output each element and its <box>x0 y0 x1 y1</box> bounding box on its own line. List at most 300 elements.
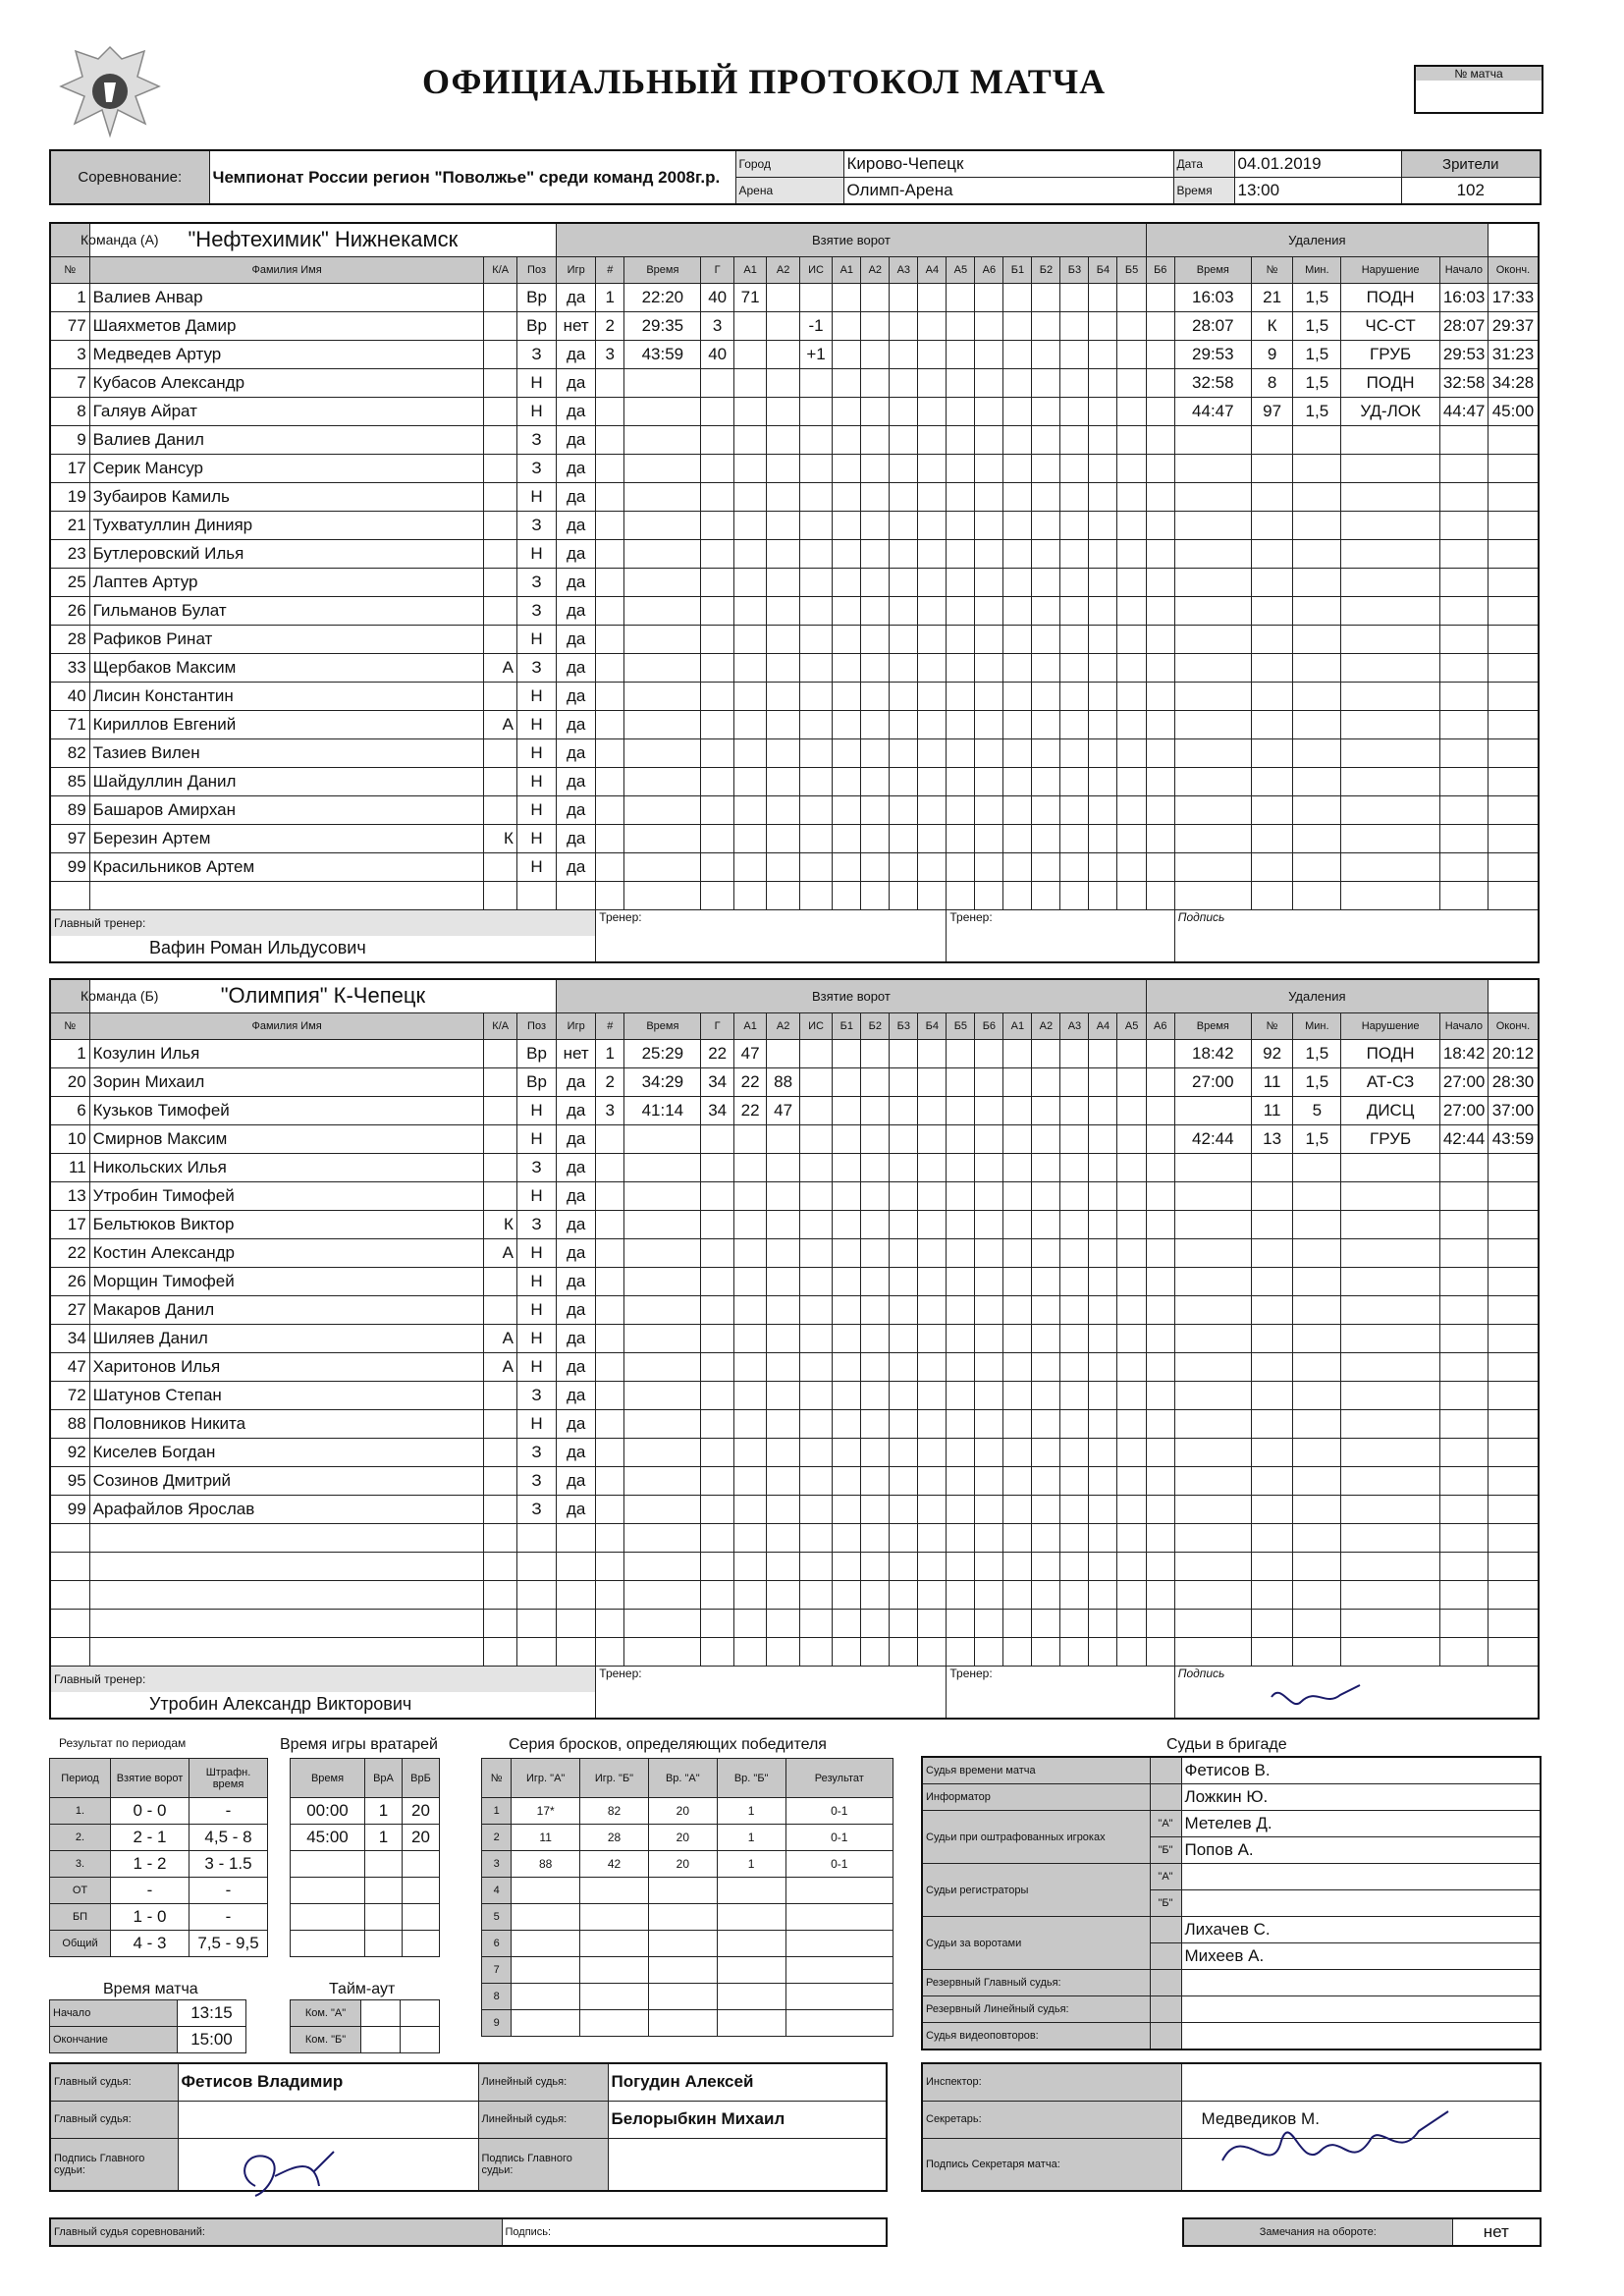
shootout-h_pa: Игр. "А" <box>512 1759 580 1798</box>
shootout-pa <box>512 1984 580 2010</box>
player-no: 72 <box>50 1381 89 1409</box>
penalty-min: 1,5 <box>1293 368 1341 397</box>
goal-a1: 22 <box>733 1096 766 1124</box>
onice-cell <box>833 1124 861 1153</box>
penalty-min <box>1293 425 1341 454</box>
onice-cell <box>1060 454 1089 482</box>
goal-n <box>596 852 624 881</box>
player-name: Галяув Айрат <box>89 397 484 425</box>
goal-n <box>596 1124 624 1153</box>
table-row <box>50 625 1539 653</box>
onice-cell <box>1089 454 1117 482</box>
goal-n <box>596 454 624 482</box>
onice-cell <box>861 1438 890 1466</box>
table-row <box>50 767 1539 795</box>
onice-cell <box>890 795 918 824</box>
onice-cell <box>947 1352 975 1381</box>
reserve-ref-label: Резервный Главный судья: <box>922 1970 1150 1996</box>
onice-cell <box>1003 1352 1032 1381</box>
periods-h_period: Период <box>50 1759 111 1798</box>
onice-cell <box>1146 1124 1174 1153</box>
onice-cell <box>861 1039 890 1067</box>
penalty-st: 29:53 <box>1439 340 1488 368</box>
player-ka <box>484 1466 516 1495</box>
onice-cell <box>1117 1210 1146 1238</box>
ref-label-2: Главный судья: <box>50 2101 178 2138</box>
goal-t: 25:29 <box>624 1039 701 1067</box>
onice-cell <box>975 1238 1003 1267</box>
shootout-r: 0-1 <box>785 1825 893 1851</box>
goal-t <box>624 653 701 682</box>
col-onice-header: А2 <box>861 256 890 283</box>
onice-cell <box>833 767 861 795</box>
goal-n <box>596 568 624 596</box>
onice-cell <box>890 1409 918 1438</box>
goal-a1 <box>733 1381 766 1409</box>
penalty-inf <box>1341 653 1439 682</box>
penalty-min: 1,5 <box>1293 283 1341 311</box>
goalie-h_b: ВрБ <box>403 1759 440 1798</box>
onice-cell <box>890 653 918 682</box>
table-row <box>291 1904 440 1931</box>
penalty-min <box>1293 1580 1341 1609</box>
player-no: 99 <box>50 1495 89 1523</box>
onice-cell <box>918 1466 947 1495</box>
player-name: Морщин Тимофей <box>89 1267 484 1295</box>
team_b-name: "Олимпия" К-Чепецк <box>89 979 556 1012</box>
penalty-st <box>1439 767 1488 795</box>
table-row <box>50 511 1539 539</box>
player-name: Красильников Артем <box>89 852 484 881</box>
shootout-r <box>785 1984 893 2010</box>
onice-cell <box>861 1124 890 1153</box>
goal-t: 41:14 <box>624 1096 701 1124</box>
team_a-goals-title: Взятие ворот <box>557 223 1147 256</box>
shootout-no: 2 <box>482 1825 512 1851</box>
onice-cell <box>1089 539 1117 568</box>
goal-a1 <box>733 1352 766 1381</box>
shootout-gb <box>717 1957 785 1984</box>
table-row <box>50 1798 268 1825</box>
penalty-st <box>1439 1238 1488 1267</box>
player-pl <box>557 1552 596 1580</box>
table-row <box>50 1878 268 1904</box>
onice-cell <box>1146 1523 1174 1552</box>
onice-cell <box>975 852 1003 881</box>
inspector-label: Инспектор: <box>922 2063 1181 2101</box>
onice-cell <box>1089 482 1117 511</box>
onice-cell <box>1003 596 1032 625</box>
onice-cell <box>1003 1039 1032 1067</box>
onice-cell <box>1089 1352 1117 1381</box>
goal-n <box>596 1495 624 1523</box>
goal-is <box>799 1523 832 1552</box>
player-pl: да <box>557 1352 596 1381</box>
shootout-h_gb: Вр. "Б" <box>717 1759 785 1798</box>
goalie-b: 20 <box>403 1825 440 1851</box>
onice-cell <box>918 1238 947 1267</box>
goal-a2 <box>767 454 799 482</box>
penalty-inf <box>1341 1409 1439 1438</box>
player-pos: Вр <box>516 1039 556 1067</box>
date-label: Дата <box>1173 150 1234 178</box>
player-pl: нет <box>557 1039 596 1067</box>
onice-cell <box>975 1409 1003 1438</box>
onice-cell <box>1089 425 1117 454</box>
onice-cell <box>1089 368 1117 397</box>
col-p_start-header: Начало <box>1439 256 1488 283</box>
player-pl: да <box>557 767 596 795</box>
goal-t <box>624 1210 701 1238</box>
onice-cell <box>833 482 861 511</box>
onice-cell <box>1146 1552 1174 1580</box>
shootout-gb: 1 <box>717 1825 785 1851</box>
goal-g <box>701 482 733 511</box>
arena-value: Олимп-Арена <box>843 178 1173 205</box>
onice-cell <box>1089 1637 1117 1666</box>
onice-cell <box>918 283 947 311</box>
onice-cell <box>890 1523 918 1552</box>
notes-table <box>1182 2217 1542 2247</box>
goal-n <box>596 482 624 511</box>
onice-cell <box>861 1352 890 1381</box>
onice-cell <box>918 340 947 368</box>
penalty-inf <box>1341 1324 1439 1352</box>
penalty-en <box>1488 1495 1539 1523</box>
goal-a2 <box>767 1238 799 1267</box>
col-onice-header: А6 <box>1146 1012 1174 1039</box>
goal-a1: 71 <box>733 283 766 311</box>
table-row <box>482 1957 893 1984</box>
onice-cell <box>1060 767 1089 795</box>
goalie-t <box>291 1931 365 1957</box>
shootout-table <box>481 1758 893 2037</box>
onice-cell <box>833 852 861 881</box>
player-pos: З <box>516 596 556 625</box>
goal-g <box>701 454 733 482</box>
penalty-st <box>1439 1352 1488 1381</box>
goal-a1 <box>733 1438 766 1466</box>
table-row <box>50 795 1539 824</box>
player-pl: да <box>557 1324 596 1352</box>
onice-cell <box>1003 1124 1032 1153</box>
col-onice-header: Б6 <box>975 1012 1003 1039</box>
penalty-inf <box>1341 1295 1439 1324</box>
onice-cell <box>1060 340 1089 368</box>
penalty-inf <box>1341 1153 1439 1181</box>
onice-cell <box>890 852 918 881</box>
goal-n <box>596 653 624 682</box>
penalty-t <box>1174 1096 1251 1124</box>
onice-cell <box>1060 1352 1089 1381</box>
player-name: Рафиков Ринат <box>89 625 484 653</box>
onice-cell <box>975 1124 1003 1153</box>
goal-is <box>799 625 832 653</box>
goal-a2 <box>767 738 799 767</box>
onice-cell <box>1032 824 1060 852</box>
officials-table <box>921 1756 1542 2050</box>
penalty-t: 32:58 <box>1174 368 1251 397</box>
goal-a1 <box>733 1324 766 1352</box>
goal-a1 <box>733 682 766 710</box>
player-ka: А <box>484 1238 516 1267</box>
onice-cell <box>1060 482 1089 511</box>
player-no: 82 <box>50 738 89 767</box>
penalty-no <box>1251 596 1292 625</box>
table-row <box>50 1124 1539 1153</box>
onice-cell <box>918 1637 947 1666</box>
onice-cell <box>1032 1238 1060 1267</box>
onice-cell <box>1032 710 1060 738</box>
onice-cell <box>833 511 861 539</box>
team_a-penalties-title: Удаления <box>1146 223 1488 256</box>
onice-cell <box>947 625 975 653</box>
onice-cell <box>918 653 947 682</box>
team_a-coach-label: Тренер: <box>596 909 947 962</box>
penalty-t <box>1174 1210 1251 1238</box>
onice-cell <box>918 1409 947 1438</box>
onice-cell <box>947 1438 975 1466</box>
player-pos: Н <box>516 397 556 425</box>
penalty-en: 17:33 <box>1488 283 1539 311</box>
onice-cell <box>947 368 975 397</box>
player-pos: З <box>516 454 556 482</box>
onice-cell <box>890 425 918 454</box>
onice-cell <box>918 596 947 625</box>
onice-cell <box>975 1438 1003 1466</box>
penalty-t: 27:00 <box>1174 1067 1251 1096</box>
onice-cell <box>1089 397 1117 425</box>
player-ka <box>484 1267 516 1295</box>
penalty-t <box>1174 738 1251 767</box>
penalty-t <box>1174 1438 1251 1466</box>
goal-g <box>701 1637 733 1666</box>
goalie-a: 1 <box>365 1825 403 1851</box>
player-ka <box>484 454 516 482</box>
onice-cell <box>890 368 918 397</box>
player-ka <box>484 1438 516 1466</box>
player-name: Кубасов Александр <box>89 368 484 397</box>
penalty-st <box>1439 425 1488 454</box>
col-a2-header: А2 <box>767 1012 799 1039</box>
table-row <box>50 1352 1539 1381</box>
onice-cell <box>1146 1181 1174 1210</box>
player-pos: Н <box>516 482 556 511</box>
penalty-en <box>1488 539 1539 568</box>
onice-cell <box>1146 852 1174 881</box>
onice-cell <box>947 1324 975 1352</box>
goal-is <box>799 1580 832 1609</box>
table-row <box>291 1931 440 1957</box>
player-ka <box>484 1153 516 1181</box>
penalty-en: 45:00 <box>1488 397 1539 425</box>
player-ka <box>484 1580 516 1609</box>
player-no: 95 <box>50 1466 89 1495</box>
penalty-min <box>1293 1523 1341 1552</box>
goal-n <box>596 710 624 738</box>
goal-a2: 88 <box>767 1067 799 1096</box>
onice-cell <box>1146 1295 1174 1324</box>
onice-cell <box>861 511 890 539</box>
onice-cell <box>975 425 1003 454</box>
col-a1-header: А1 <box>733 256 766 283</box>
onice-cell <box>975 1552 1003 1580</box>
onice-cell <box>1117 1381 1146 1409</box>
onice-cell <box>1003 1409 1032 1438</box>
onice-cell <box>833 881 861 909</box>
onice-cell <box>861 1523 890 1552</box>
player-name: Арафайлов Ярослав <box>89 1495 484 1523</box>
player-ka <box>484 738 516 767</box>
player-pl: да <box>557 1153 596 1181</box>
player-no: 8 <box>50 397 89 425</box>
goal-g <box>701 710 733 738</box>
penalty-st <box>1439 1438 1488 1466</box>
onice-cell <box>1003 1466 1032 1495</box>
onice-cell <box>1060 283 1089 311</box>
penalty-en <box>1488 1381 1539 1409</box>
penalty-t <box>1174 1580 1251 1609</box>
onice-cell <box>1003 682 1032 710</box>
player-ka: А <box>484 653 516 682</box>
penalty-min <box>1293 881 1341 909</box>
goal-is <box>799 1153 832 1181</box>
shootout-gb <box>717 2010 785 2037</box>
player-ka <box>484 568 516 596</box>
goal-g <box>701 1324 733 1352</box>
penalty-min <box>1293 1295 1341 1324</box>
onice-cell <box>947 1409 975 1438</box>
player-pl: да <box>557 340 596 368</box>
col-onice-header: Б6 <box>1146 256 1174 283</box>
goal-n <box>596 1580 624 1609</box>
penalty-st <box>1439 454 1488 482</box>
penalty-t <box>1174 1466 1251 1495</box>
penalty-no <box>1251 625 1292 653</box>
onice-cell <box>1089 1495 1117 1523</box>
onice-cell <box>1117 767 1146 795</box>
player-name: Кириллов Евгений <box>89 710 484 738</box>
penalty-min <box>1293 824 1341 852</box>
goal-a2 <box>767 795 799 824</box>
onice-cell <box>975 311 1003 340</box>
date-value: 04.01.2019 <box>1234 150 1401 178</box>
onice-cell <box>861 738 890 767</box>
goal-a1 <box>733 1580 766 1609</box>
player-ka <box>484 1124 516 1153</box>
table-row <box>291 1878 440 1904</box>
player-name: Тухватуллин Динияр <box>89 511 484 539</box>
goal-g <box>701 511 733 539</box>
onice-cell <box>890 1067 918 1096</box>
player-pl: да <box>557 738 596 767</box>
shootout-ga: 20 <box>648 1825 717 1851</box>
onice-cell <box>918 568 947 596</box>
onice-cell <box>975 824 1003 852</box>
goal-a1 <box>733 1523 766 1552</box>
onice-cell <box>1117 1523 1146 1552</box>
onice-cell <box>1060 1238 1089 1267</box>
onice-cell <box>975 1039 1003 1067</box>
goal-a2 <box>767 625 799 653</box>
onice-cell <box>861 682 890 710</box>
shootout-pb <box>580 1984 649 2010</box>
player-name: Щербаков Максим <box>89 653 484 682</box>
onice-cell <box>1032 1295 1060 1324</box>
player-ka <box>484 1381 516 1409</box>
onice-cell <box>1117 1238 1146 1267</box>
player-pos <box>516 1580 556 1609</box>
penalty-min: 1,5 <box>1293 311 1341 340</box>
goalie-a: 1 <box>365 1798 403 1825</box>
table-row <box>50 710 1539 738</box>
goal-g <box>701 767 733 795</box>
period-score: 4 - 3 <box>111 1931 189 1957</box>
onice-cell <box>1060 311 1089 340</box>
onice-cell <box>918 1495 947 1523</box>
table-row <box>50 340 1539 368</box>
onice-cell <box>1146 568 1174 596</box>
penalty-no: 8 <box>1251 368 1292 397</box>
goal-t <box>624 1438 701 1466</box>
player-no: 22 <box>50 1238 89 1267</box>
penalty-no: 11 <box>1251 1067 1292 1096</box>
onice-cell <box>833 653 861 682</box>
secretary-label: Секретарь: <box>922 2101 1181 2138</box>
goal-t <box>624 1295 701 1324</box>
onice-cell <box>1146 1238 1174 1267</box>
onice-cell <box>1117 1409 1146 1438</box>
player-no: 10 <box>50 1124 89 1153</box>
player-pos: Н <box>516 539 556 568</box>
goal-a1 <box>733 1409 766 1438</box>
player-ka <box>484 425 516 454</box>
shootout-pb: 28 <box>580 1825 649 1851</box>
table-row <box>291 1825 440 1851</box>
penalty-t <box>1174 596 1251 625</box>
onice-cell <box>975 539 1003 568</box>
goal-n <box>596 682 624 710</box>
periods-h_score: Взятие ворот <box>111 1759 189 1798</box>
end-value: 15:00 <box>178 2027 246 2053</box>
player-pl <box>557 1609 596 1637</box>
shootout-no: 3 <box>482 1851 512 1878</box>
penalty-min <box>1293 1609 1341 1637</box>
federation-logo-icon <box>51 37 169 145</box>
onice-cell <box>890 1609 918 1637</box>
goalie-t: 45:00 <box>291 1825 365 1851</box>
goal-is <box>799 1067 832 1096</box>
onice-cell <box>890 454 918 482</box>
onice-cell <box>947 1466 975 1495</box>
onice-cell <box>861 852 890 881</box>
penalty-no <box>1251 738 1292 767</box>
onice-cell <box>1146 1409 1174 1438</box>
chief-label: Главный судья соревнований: <box>50 2218 502 2246</box>
onice-cell <box>1032 1609 1060 1637</box>
goal-is <box>799 568 832 596</box>
onice-cell <box>890 539 918 568</box>
player-pl: да <box>557 824 596 852</box>
onice-cell <box>1117 625 1146 653</box>
player-pl: да <box>557 539 596 568</box>
onice-cell <box>1089 653 1117 682</box>
player-pl: да <box>557 1495 596 1523</box>
onice-cell <box>1089 738 1117 767</box>
onice-cell <box>918 1267 947 1295</box>
onice-cell <box>890 1210 918 1238</box>
col-g_time-header: Время <box>624 1012 701 1039</box>
